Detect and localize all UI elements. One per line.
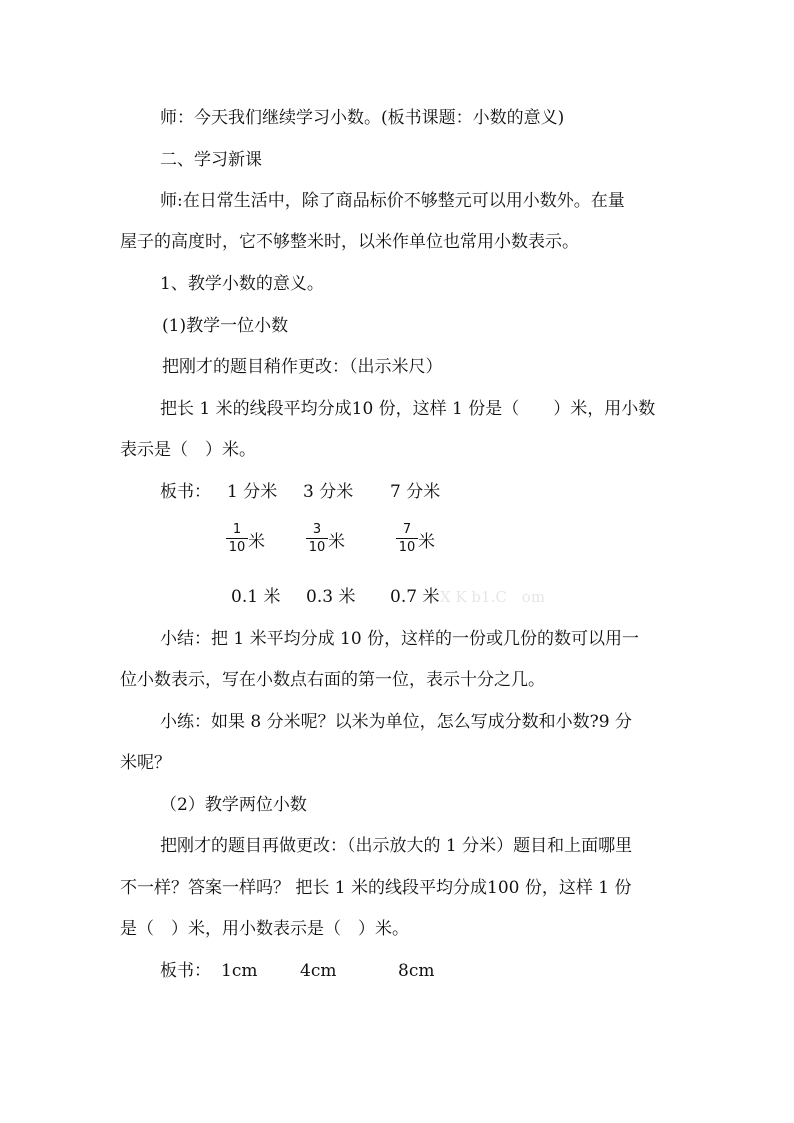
section-heading: 二、学习新课 (160, 150, 262, 170)
decimal-value: 0.7 米 (390, 587, 440, 607)
board-item: 3 分米 (303, 482, 354, 502)
text-line: 是（ ）米，用小数表示是（ ）米。 (120, 919, 409, 939)
watermark: X K b1.C om (440, 588, 546, 606)
board-item: 7 分米 (390, 482, 441, 502)
text-line: 表示是（ ）米。 (120, 440, 256, 460)
board-label: 板书： (160, 482, 211, 502)
board-item: 1 分米 (227, 482, 278, 502)
fraction-unit: 米 (248, 532, 265, 552)
subheading: （2）教学两位小数 (160, 795, 307, 815)
text-line: 米呢？ (120, 753, 171, 773)
subheading: 1、教学小数的意义。 (160, 274, 324, 294)
fraction-denominator: 10 (228, 540, 246, 555)
text-line: 不一样？答案一样吗？ 把长 1 米的线段平均分成100 份，这样 1 份 (120, 878, 632, 898)
decimal-value: 0.1 米 (231, 587, 281, 607)
text-line: 位小数表示，写在小数点右面的第一位，表示十分之几。 (120, 670, 545, 690)
board-item: 4cm (300, 961, 337, 981)
fraction-numerator: 3 (306, 522, 328, 539)
fraction-denominator: 10 (398, 540, 416, 555)
decimal-value: 0.3 米 (306, 587, 356, 607)
text-line: 把长 1 米的线段平均分成10 份，这样 1 份是（ ）米，用小数 (160, 399, 656, 419)
fraction-denominator: 10 (308, 540, 326, 555)
fraction (306, 522, 328, 555)
fraction-unit: 米 (418, 532, 435, 552)
fraction (396, 522, 418, 555)
text-line: 小结：把 1 米平均分成 10 份，这样的一份或几份的数可以用一 (160, 629, 640, 649)
text-line: 师:在日常生活中，除了商品标价不够整元可以用小数外。在量 (160, 191, 625, 211)
board-label: 板书： (160, 961, 211, 981)
subheading: (1)教学一位小数 (162, 316, 289, 336)
text-line: 把刚才的题目再做更改：（出示放大的 1 分米）题目和上面哪里 (160, 836, 633, 856)
text-line: 屋子的高度时，它不够整米时，以米作单位也常用小数表示。 (120, 232, 579, 252)
board-item: 8cm (398, 961, 435, 981)
board-item: 1cm (221, 961, 258, 981)
fraction (226, 522, 248, 555)
fraction-numerator: 7 (396, 522, 418, 539)
text-line: 师：今天我们继续学习小数。(板书课题：小数的意义) (160, 108, 565, 128)
text-line: 把刚才的题目稍作更改：（出示米尺） (162, 357, 443, 377)
fraction-numerator: 1 (226, 522, 248, 539)
fraction-unit: 米 (328, 532, 345, 552)
text-line: 小练：如果 8 分米呢？以米为单位，怎么写成分数和小数?9 分 (160, 712, 632, 732)
